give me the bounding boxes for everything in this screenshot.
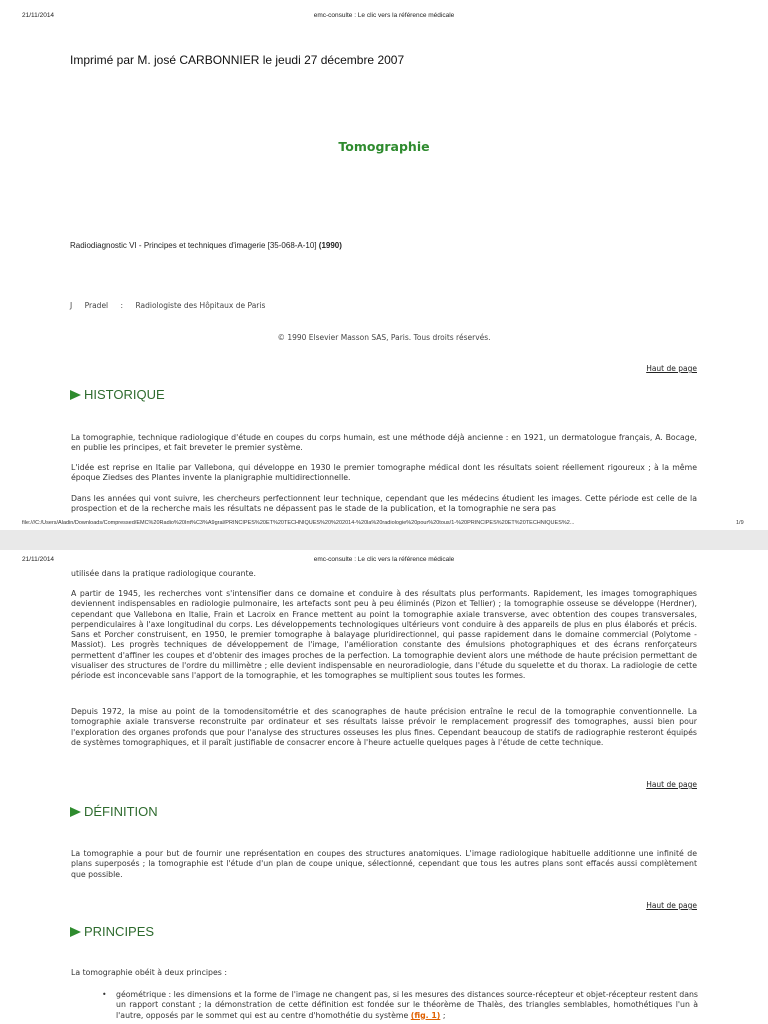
bullet-text-end: ; <box>440 1010 446 1020</box>
arrow-right-icon <box>70 927 81 937</box>
author-role: Radiologiste des Hôpitaux de Paris <box>135 301 266 310</box>
article-reference <box>70 241 342 250</box>
paragraph: utilisée dans la pratique radiologique courante. <box>71 569 256 578</box>
bullet-text: géométrique : les dimensions et la forme de l'image ne changent pas, si les mesures des distances source-récepteur et objet-récepteur restent dans un rapport constant ; la démonstration de cette définition est fondée sur le théorème de Thalès, des triangles semblables, homothétiques l'un à l'autre, opposés par le sommet qui est au centre d'homothétie du système <box>116 990 698 1020</box>
paragraph: Dans les années qui vont suivre, les chercheurs perfectionnent leur technique, cependant que les médecins étudient les images. Cette période est celle de la prospection et de la recherche mais les résultats ne dépassent pas le stade de la publication, et la tomographie ne sera pas <box>71 494 697 514</box>
author-name: Pradel <box>84 301 109 310</box>
copyright-notice: © 1990 Elsevier Masson SAS, Paris. Tous droits réservés. <box>277 333 491 342</box>
section-definition-heading <box>70 804 158 819</box>
author-line <box>70 301 275 310</box>
paragraph: L'idée est reprise en Italie par Vallebona, qui développe en 1930 le premier tomographe médical dont les résultats soient réellement rigoureux ; à la même époque Ziedses des Plantes invente la planigraphie multidirectionnelle. <box>71 463 697 483</box>
back-to-top-link[interactable]: Haut de page <box>646 364 697 373</box>
section-title: HISTORIQUE <box>84 387 165 402</box>
author-initial: J <box>70 301 73 310</box>
print-header-date: 21/11/2014 <box>22 556 55 563</box>
printed-by-line: Imprimé par M. josé CARBONNIER le jeudi 27 décembre 2007 <box>70 53 405 67</box>
figure-link[interactable]: (fig. 1) <box>410 1010 441 1020</box>
print-footer-page-number: 1/9 <box>736 520 744 526</box>
arrow-right-icon <box>70 390 81 400</box>
section-principes-heading <box>70 924 154 939</box>
print-header-title: emc-consulte : Le clic vers la référence médicale <box>313 12 455 19</box>
reference-year: (1990) <box>318 241 342 250</box>
paragraph: La tomographie a pour but de fournir une représentation en coupes des structures anatomiques. L'image radiologique habituelle additionne une infinité de plans superposés ; la tomographie est l'étude d'un plan de coupe unique, sélectionné, cependant que tous les autres plans sont effacés aussi complètement que possible. <box>71 849 697 879</box>
author-separator: : <box>120 301 124 310</box>
paragraph: Depuis 1972, la mise au point de la tomodensitométrie et des scanographes de haute précision entraîne le recul de la tomographie conventionnelle. La tomographie axiale transverse reconstruite par ordinateur et ses résultats laisse prévoir le remplacement progressif des tomographes, aussi bien pour l'exploration des organes profonds que pour l'analyse des structures osseuses les plus fines. Cependant beaucoup de statifs de radiographie resteront équipés de systèmes tomographiques, et il paraît justifiable de consacrer encore à l'heure actuelle quelques pages à l'étude de cette technique. <box>71 707 697 747</box>
arrow-right-icon <box>70 807 81 817</box>
section-title: DÉFINITION <box>84 804 158 819</box>
page-separator <box>0 530 768 550</box>
print-header-title: emc-consulte : Le clic vers la référence médicale <box>313 556 455 563</box>
principles-list <box>102 990 698 1021</box>
back-to-top-link[interactable]: Haut de page <box>646 901 697 910</box>
section-title: PRINCIPES <box>84 924 155 939</box>
paragraph: La tomographie, technique radiologique d'étude en coupes du corps humain, est une méthode déjà ancienne : en 1921, un dermatologue français, A. Bocage, en publie les principes, et fait breveter le premier système. <box>71 433 697 453</box>
reference-text: Radiodiagnostic VI - Principes et techniques d'imagerie [35-068-A-10] <box>70 241 317 250</box>
paragraph: A partir de 1945, les recherches vont s'intensifier dans ce domaine et conduire à des résultats plus performants. Rapidement, les images tomographiques deviennent indispensables en radiologie pulmonaire, les artefacts sont peu à peu éliminés (Pizon et Tellier) ; la tomographie osseuse se développe (Herdner), cependant que Vallebona en Italie, Frain et Lacroix en France mettent au point la tomographie axiale transverse, avec obtention des coupes transversales, perpendiculaires à l'axe longitudinal du corps. Les développements technologiques ultérieurs vont conduire à des appareils de plus en plus élaborés et précis. Sans et Porcher construisent, en 1950, le premier tomographe à balayage pluridirectionnel, qui passe rapidement dans le domaine commercial (Polytome - Massiot). Les progrès techniques de développement de l'image, l'amélioration constante des émulsions photographiques et des écrans renforçateurs permettent d'affiner les coupes et d'obtenir des images proches de la perfection. La tomographie devient alors une méthode de haute précision permettant de visualiser des structures de l'ordre du millimètre ; elle devient indispensable en neuroradiologie, dans l'étude du squelette et du thorax. La radiologie de cette période est inconcevable sans l'apport de la tomographie, et les tomographes se multiplient sous toutes les formes. <box>71 589 697 681</box>
back-to-top-link[interactable]: Haut de page <box>646 780 697 789</box>
print-header-date: 21/11/2014 <box>22 12 55 19</box>
print-footer-path: file:///C:/Users/Aladin/Downloads/Compressed/EMC%20Radio%20Int%C3%A9gral/PRINCIPES%20ET%20TECHNIQUES%20%202014-%20la%20radiologie%20pour%20tous/1-%20PRINCIPES%20ET%20TECHNIQUES%2... <box>22 520 575 526</box>
section-historique-heading <box>70 387 165 402</box>
paragraph: La tomographie obéit à deux principes : <box>71 968 227 977</box>
list-item <box>102 990 698 1021</box>
page-title: Tomographie <box>338 139 430 154</box>
